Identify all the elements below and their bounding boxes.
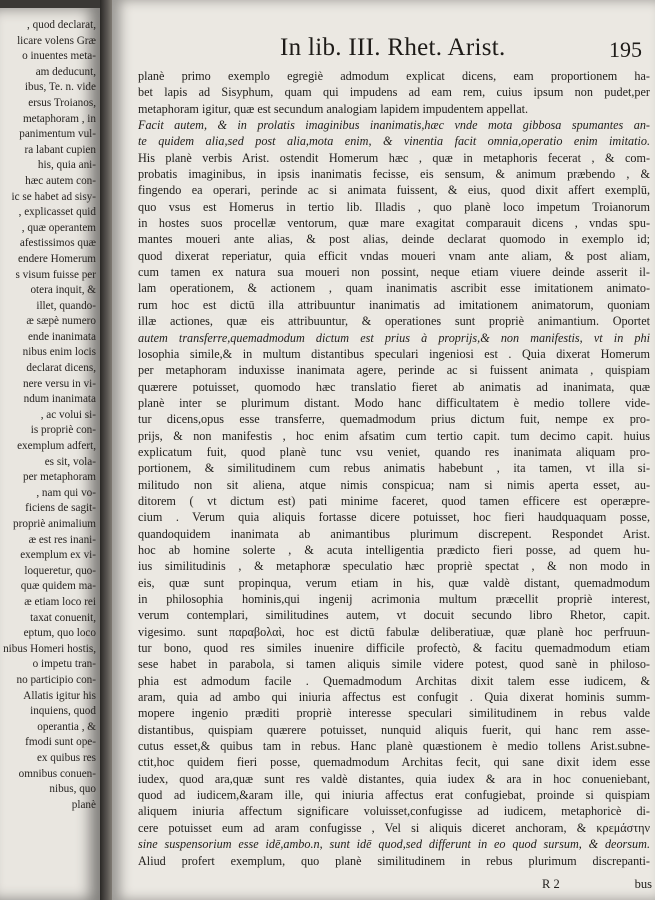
page-number: 195 — [609, 37, 642, 62]
body-line: quod ad iudicem,&aram ille, qui iniuria affectus erat confugiebat, proinde si quispiam — [138, 788, 650, 803]
left-page-line: ficiens de sagit- — [25, 502, 96, 515]
body-line: portionem, & similitudinem cum rebus animatis habebunt , ita tamen, vt illa si- — [138, 461, 650, 476]
body-line: in philosophia hominis,qui ingenij acrimonia multum præcellit propriè interest, — [138, 592, 650, 606]
body-line: aliquem iniuria affectum significare voluisset,confugisse ad iudicem, metaphoricè di- — [138, 804, 650, 819]
body-line: quo vsus est Homerus in tertio lib. Illadis , quo planè loco impetum Troianorum — [138, 199, 650, 214]
body-line: tur dicens,opus esse transferre, quemadmodum prius dictum fuit, nempe ex pro- — [138, 412, 650, 427]
left-page-line: omnibus conuen- — [18, 767, 96, 780]
body-line: aram, quia ad ambo qui iniuria affectus est confugit . Quia dixerat hominis summ- — [138, 690, 650, 705]
body-line: verum contemplari, similitudines autem, vt docuit secundo libro Rhetor, capit. — [138, 608, 650, 623]
left-page-line: propriè animalium — [13, 518, 96, 530]
catchword: bus — [634, 877, 652, 891]
left-page-line: licare volens Græ — [17, 34, 96, 47]
left-page-line: eptum, quo loco — [23, 627, 96, 640]
body-line: mantes moueri ante alias, & post alias, deinde declarat quomodo in exemplo id; — [138, 232, 650, 247]
left-page-line: panimentum vul- — [19, 128, 96, 141]
left-page-line: ndum inanimata — [23, 393, 96, 406]
left-page-line: is propriè con- — [30, 424, 96, 437]
body-line: Aliud profert exemplum, quo planè similitudinem in rebus plurimum discrepanti- — [138, 853, 650, 868]
body-line: illæ actiones, quæ eis attribuuntur, & operationes sunt propriè animantium. Oportet — [138, 314, 650, 329]
body-line: ctit,hoc quidem fieri posse, quemadmodum Architas fecit, qui sane dixit idem esse — [138, 755, 650, 770]
body-line: His planè verbis Arist. ostendit Homerum hæc , quæ in metaphoris fecerat , & com- — [138, 150, 650, 165]
page-footer — [542, 877, 652, 895]
left-page-line: ex quibus res — [36, 751, 96, 764]
body-line: probatis imaginibus, in ipsis inanimatis fecisse, eis sensum, & animum præbendo , & — [138, 167, 650, 182]
left-page-line: s visum fuisse per — [15, 268, 96, 281]
body-line: fingendo ea operari, perinde ac si animata fuissent, & eius, quod dixit affert exemplū, — [138, 183, 650, 198]
body-line: prijs, & non manifestis , hoc enim afsatim cum tertio capit. tum decimo capit. huius — [138, 428, 650, 443]
left-page-line: am deducunt, — [35, 65, 96, 78]
body-line: sine suspensorium esse idē,ambo.n, sunt idē quod,sed differunt in eo quod sursum, & deorsum. — [138, 837, 650, 852]
left-page-line: quæ quidem ma- — [20, 580, 96, 593]
book-gutter — [100, 0, 112, 900]
left-page-line: o impetu tran- — [32, 658, 96, 671]
left-page-line: Allatis igitur his — [23, 689, 96, 702]
left-page-line: illet, quando- — [36, 299, 96, 312]
left-page-line: ra labant cupien — [24, 143, 96, 156]
left-page-line: , explicasset quid — [18, 206, 96, 219]
body-line: cere potuisset eum ad aram confugisse , Vel si aliquis diceret anchoram, & κρεμάστην — [138, 820, 650, 835]
body-line: cutus esset,& quibus tam in rebus. Hanc planè quæstionem è medio tollens Arist.subne- — [138, 739, 650, 754]
body-line: sese habet in parabola, si tamen aliquis simile videre potest, quod sanè in philoso- — [138, 657, 650, 672]
left-page-line: planè — [71, 798, 96, 811]
body-line: militudo non sit aliena, atque nimis conspicua; nam si nimis aperta esset, au- — [138, 477, 650, 492]
body-line: ditorem ( vt dictum est) pati minime faceret, quod tamen efficere est operæpre- — [138, 493, 650, 508]
left-page-line: ic se habet ad sisy- — [11, 190, 96, 203]
left-page-line: his, quia ani- — [37, 159, 96, 172]
body-line: planè inter se plurimum distant. Modo hanc difficultatem è medio tollere vide- — [138, 395, 650, 410]
signature-mark: R 2 — [542, 877, 560, 891]
left-page-line: nibus, quo — [49, 783, 96, 796]
running-header — [280, 34, 650, 64]
left-page-line: æ etiam loco rei — [24, 595, 96, 608]
body-line: rum hoc est dictū illa attribuuntur inanimatis ad imitationem animatorum, quoniam — [138, 297, 650, 312]
body-line: quærere potuisset, quomodo hæc translatio fieret ab animatis ad inanimata, quæ — [138, 379, 650, 394]
body-line: bet lapis ad Sisyphum, quam qui impudens ad eam rem, cuius ipsum non pudet,per — [138, 85, 650, 100]
left-page-line: exemplum ex vi- — [20, 549, 96, 562]
left-page-line: o inuentes meta- — [22, 50, 96, 63]
body-line: explicatum fuit, quod planè tunc vsu veniet, quando res inanimata aliquam pro- — [138, 444, 650, 459]
left-page-line: es sit, vola- — [44, 455, 96, 468]
left-page-line: nibus enim locis — [22, 346, 96, 359]
body-line: metaphoram igitur, quæ est secundum analogiam lapidem impudentem appellat. — [138, 101, 529, 116]
body-line: hoc ab homine solerte , & acuta intelligentia prædicto fieri posse, ad quem hu- — [138, 542, 650, 557]
left-page-line: otera inquit, & — [30, 284, 96, 297]
body-line: losophia simile,& in multum distantibus speculari ingeniosi est . Quia dixerat Homerum — [138, 346, 650, 361]
left-page-line: fmodi sunt ope- — [25, 736, 96, 749]
body-line: planè primo exemplo egregiè admodum explicat dicens, eam proportionem ha- — [138, 69, 650, 83]
left-page-line: , quod declarat, — [27, 19, 96, 31]
body-line: per metaphoram induxisse inanimata agere, perinde ac si fuissent animata , quispiam — [138, 363, 650, 378]
left-page-line: hæc autem con- — [25, 174, 96, 187]
left-page-line: ibus, Te. n. vide — [24, 81, 96, 94]
left-page-line: no participio con- — [16, 673, 96, 686]
body-line: quandoquidem inanimata ab animantibus plurimum discrepent. Respondet Arist. — [138, 526, 650, 541]
left-page-line: nere versu in vi- — [22, 377, 96, 390]
left-page-line: , nam qui vo- — [36, 486, 96, 499]
left-page-line: , quæ operantem — [21, 221, 96, 234]
right-page — [112, 0, 655, 900]
body-line: iudex, quod ara,quæ sunt res valdè distantes, quia iudex & ara in hoc conueniebant, — [138, 771, 650, 786]
body-line: te quidem alia,sed post alia,mota enim, & vinentia facit omnia,operatio enim imitatio. — [138, 134, 650, 149]
body-line: vigesimo. sunt παραβολαὶ, hoc est dictū fabulæ deliberatiuæ, quæ planè hoc perfruun- — [138, 624, 650, 639]
left-page-line: inquiens, quod — [30, 705, 96, 718]
left-page-line: loqueretur, quo- — [24, 564, 96, 577]
body-line: quod dixerat reperiatur, quia efficit vndas moueri vnam ante aliam, & post aliam, — [138, 248, 650, 263]
body-line: phia est admodum facile . Quemadmodum Architas dixit talem esse iudicem, & — [138, 673, 650, 688]
body-line: ius similitudinis , & metaphoræ speculatio hæc propriè spectat , & non modo in — [138, 559, 650, 574]
body-line: distantibus, quispiam quærere potuisset, nunquid aliquis fuerit, qui hanc rem asse- — [138, 722, 650, 737]
left-page-line: taxat conuenit, — [30, 611, 96, 624]
left-page-line: ersus Troianos, — [28, 96, 96, 109]
body-line: cium . Verum quia aliquis fortasse dicere potuisset, hoc fieri haudquaquam posse, — [138, 510, 650, 525]
left-page-line: endere Homerum — [18, 252, 96, 265]
body-line: eis, quæ sunt propinqua, verum etiam in his, quæ valdè distant, quemadmodum — [138, 575, 650, 590]
body-line: cum tamen ex natura sua moueri non possint, neque etiam viuere deinde asserit il- — [138, 265, 650, 280]
left-page-column — [0, 18, 96, 813]
left-page-line: æ est res inani- — [28, 533, 96, 546]
body-line: Facit autem, & in prolatis imaginibus inanimatis,hæc vnde mota gibbosa spumantes an- — [138, 118, 650, 133]
body-line: in hostes suos procellæ ventorum, quæ mare exagitat comparauit dicens , vndas spu- — [138, 216, 650, 231]
left-page-line: metaphoram , in — [22, 112, 96, 125]
body-line: mopere ingenio præditi propriè interesse speculari similitudinem in rebus valde — [138, 706, 650, 721]
left-page-line: ende inanimata — [27, 330, 96, 343]
body-text — [138, 68, 650, 869]
left-page-fragment — [0, 8, 100, 900]
left-page-line: per metaphoram — [23, 471, 96, 484]
left-page-line: afestissimos quæ — [19, 237, 96, 250]
left-page-line: operantia , & — [37, 720, 96, 733]
left-page-line: declarat dicens, — [26, 362, 96, 375]
left-page-line: exemplum adfert, — [17, 440, 96, 453]
running-title: In lib. III. Rhet. Arist. — [280, 34, 506, 61]
body-line: autem transferre,quemadmodum dictum est prius à proprijs,& non manifestis, vt in phi — [138, 330, 650, 345]
body-line: tur bono, quod res similes inuenire difficile profectò, & facitu quemadmodum etiam — [138, 641, 650, 656]
left-page-line: æ sæpè numero — [26, 315, 96, 328]
left-page-line: nibus Homeri hostis, — [3, 642, 96, 655]
body-line: lam operationem, & actionem , quam inanimatis ascribit esse imitationem animato- — [138, 281, 650, 296]
left-page-line: , ac volui si- — [40, 408, 96, 421]
